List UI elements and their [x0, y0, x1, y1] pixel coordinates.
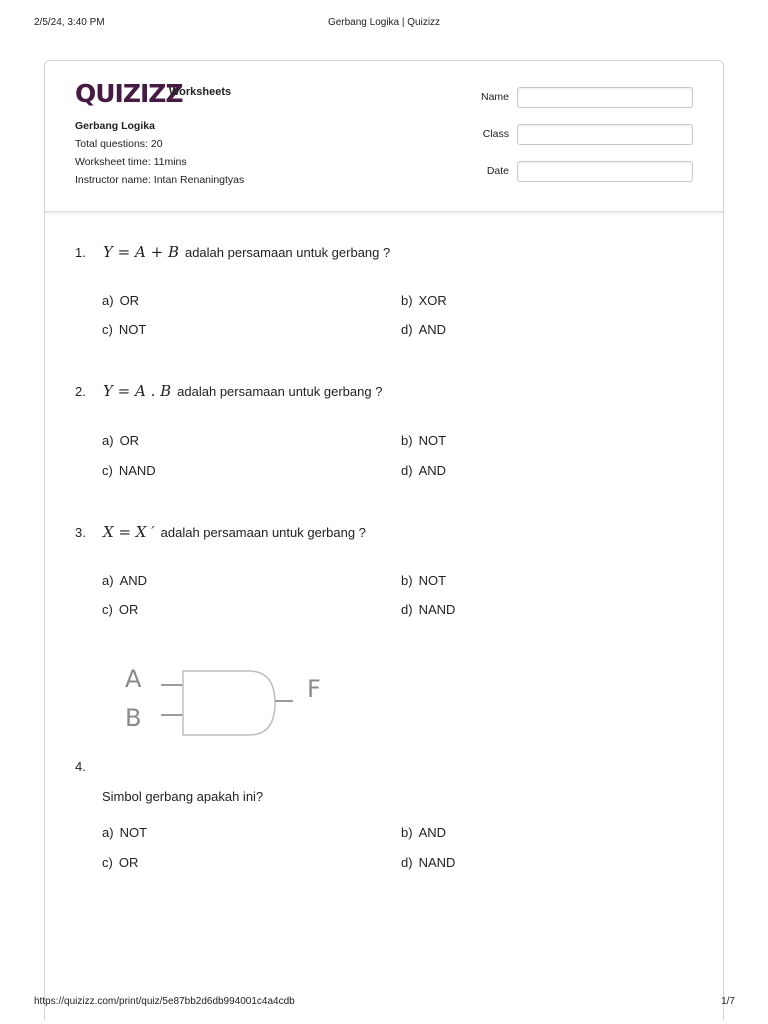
- option-a[interactable]: a) OR: [102, 433, 140, 448]
- name-field[interactable]: [517, 87, 693, 108]
- date-label: Date: [486, 165, 509, 177]
- question-number: 2.: [75, 384, 86, 399]
- worksheet-card: [44, 60, 724, 1020]
- option-b[interactable]: b) NOT: [401, 433, 447, 448]
- quizizz-logo: QUIZIZZ: [75, 79, 183, 108]
- worksheet-time: Worksheet time: 11mins: [75, 156, 187, 168]
- question-equation: X = X ′: [103, 523, 155, 541]
- option-c[interactable]: c) NOT: [102, 322, 147, 337]
- option-d[interactable]: d) AND: [401, 322, 447, 337]
- option-d[interactable]: d) AND: [401, 463, 447, 478]
- option-d[interactable]: d) NAND: [401, 602, 456, 617]
- question-prompt: adalah persamaan untuk gerbang ?: [177, 384, 383, 399]
- print-page-number: 1/7: [721, 996, 735, 1007]
- option-b[interactable]: b) XOR: [401, 293, 447, 308]
- question-equation: Y = A . B: [103, 382, 172, 400]
- option-a[interactable]: a) NOT: [102, 825, 148, 840]
- question-number: 3.: [75, 525, 86, 540]
- gate-output-label: F: [307, 675, 321, 703]
- class-label: Class: [482, 128, 509, 140]
- and-gate-image: [117, 651, 357, 747]
- worksheet-title: Gerbang Logika: [75, 120, 155, 132]
- option-c[interactable]: c) OR: [102, 855, 139, 870]
- name-label: Name: [480, 91, 509, 103]
- and-gate-shape: [183, 671, 275, 735]
- option-c[interactable]: c) OR: [102, 602, 139, 617]
- question-equation: Y = A + B: [103, 243, 179, 261]
- date-field[interactable]: [517, 161, 693, 182]
- print-header: [0, 17, 768, 31]
- gate-input-b-label: B: [125, 704, 142, 732]
- option-b[interactable]: b) AND: [401, 825, 447, 840]
- print-page-title: Gerbang Logika | Quizizz: [327, 17, 441, 28]
- option-a[interactable]: a) AND: [102, 573, 148, 588]
- question-prompt: adalah persamaan untuk gerbang ?: [184, 245, 391, 260]
- print-url: https://quizizz.com/print/quiz/5e87bb2d6db994001c4a4cdb: [34, 996, 295, 1007]
- question-number: 1.: [75, 245, 86, 260]
- print-footer: [0, 996, 768, 1010]
- question-text: [103, 382, 382, 400]
- question-text: [103, 523, 366, 541]
- class-field[interactable]: [517, 124, 693, 145]
- option-c[interactable]: c) NAND: [102, 463, 156, 478]
- print-datetime: 2/5/24, 3:40 PM: [34, 17, 105, 28]
- question-prompt: adalah persamaan untuk gerbang ?: [160, 525, 366, 540]
- question-prompt: Simbol gerbang apakah ini?: [102, 789, 264, 804]
- option-b[interactable]: b) NOT: [401, 573, 447, 588]
- option-a[interactable]: a) OR: [102, 293, 140, 308]
- option-d[interactable]: d) NAND: [401, 855, 456, 870]
- total-questions: Total questions: 20: [75, 138, 163, 150]
- question-number: 4.: [75, 759, 86, 774]
- question-text: [103, 243, 390, 261]
- worksheets-label: Worksheets: [169, 86, 232, 98]
- worksheet-header: [45, 61, 723, 212]
- gate-input-a-label: A: [125, 665, 142, 693]
- instructor-name: Instructor name: Intan Renaningtyas: [75, 174, 245, 186]
